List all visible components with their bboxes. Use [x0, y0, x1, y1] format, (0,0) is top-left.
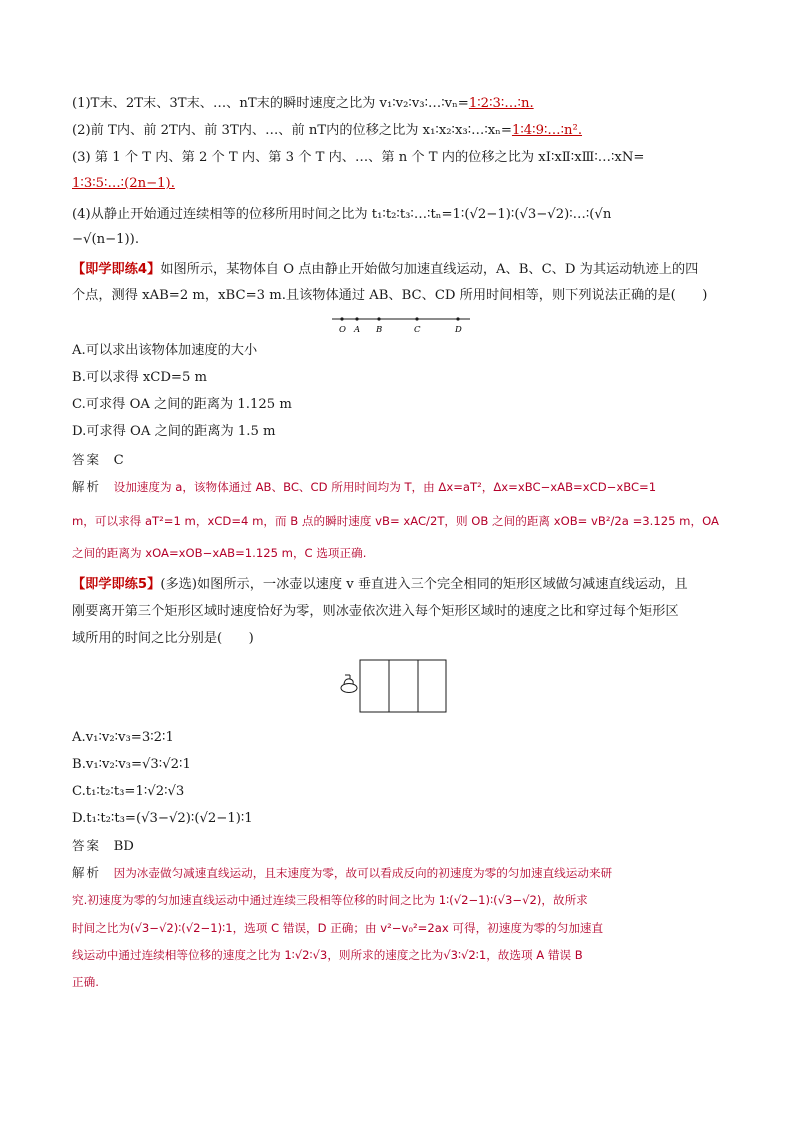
q5-analysis-label: 解析 — [72, 865, 102, 880]
property-2-text: (2)前 T内、前 2T内、前 3T内、…、前 nT内的位移之比为 x₁∶x₂∶x₃∶…∶xₙ= — [72, 123, 512, 138]
q4-analysis-2: m，可以求得 aT²=1 m，xCD=4 m，而 B 点的瞬时速度 vB= xAC/2T，则 OB 之间的距离 xOB= vB²/2a =3.125 m，OA — [72, 514, 719, 528]
q4-option-a: A.可以求出该物体加速度的大小 — [72, 343, 258, 358]
q4-analysis-3: 之间的距离为 xOA=xOB−xAB=1.125 m，C 选项正确. — [72, 546, 367, 560]
q4-stem — [72, 262, 722, 278]
property-3-text: (3) 第 1 个 T 内、第 2 个 T 内、第 3 个 T 内、…、第 n 个 T 内的位移之比为 xⅠ∶xⅡ∶xⅢ∶…∶xN= — [72, 150, 645, 165]
q5-option-d: D.t₁∶t₂∶t₃=(√3−√2)∶(√2−1)∶1 — [72, 811, 253, 826]
q5-analysis-4: 线运动中通过连续相等位移的速度之比为 1∶√2∶√3，则所求的速度之比为√3∶√2∶1，故选项 A 错误 B — [72, 948, 583, 962]
property-1-answer: 1∶2∶3∶…∶n. — [468, 96, 534, 111]
q5-stem-2: 刚要离开第三个矩形区域时速度恰好为零，则冰壶依次进入每个矩形区域时的速度之比和穿过每个矩形区 — [72, 604, 679, 619]
q4-label: 【即学即练4】 — [72, 262, 161, 277]
q5-analysis-1 — [72, 865, 722, 882]
point-b-dot — [377, 317, 380, 320]
property-3-answer: 1∶3∶5∶…∶(2n−1). — [72, 176, 175, 191]
q4-analysis-text-1: 设加速度为 a，该物体通过 AB、BC、CD 所用时间均为 T，由 Δx=aT²，Δx=xBC−xAB=xCD−xBC=1 — [113, 480, 657, 494]
q4-stem-line2: 个点，测得 xAB=2 m，xBC=3 m.且该物体通过 AB、BC、CD 所用时间相等，则下列说法正确的是( ) — [72, 288, 708, 303]
q4-line-diagram — [330, 312, 475, 336]
q5-label: 【即学即练5】 — [72, 577, 161, 592]
q5-analysis-3: 时间之比为(√3−√2)∶(√2−1)∶1，选项 C 错误，D 正确；由 v²−v₀²=2ax 可得，初速度为零的匀加速直 — [72, 921, 604, 935]
property-3 — [72, 150, 722, 166]
point-b-label: B — [376, 325, 383, 335]
property-4-cont — [72, 232, 722, 248]
point-d-label: D — [455, 325, 462, 335]
q4-analysis-label: 解析 — [72, 479, 102, 494]
point-o-label: O — [339, 325, 346, 335]
q5-option-c: C.t₁∶t₂∶t₃=1∶√2∶√3 — [72, 784, 185, 799]
q4-option-c: C.可求得 OA 之间的距离为 1.125 m — [72, 397, 292, 412]
point-a-label: A — [354, 325, 361, 335]
q4-answer-label: 答案 — [72, 452, 102, 467]
property-1-text: (1)T末、2T末、3T末、…、nT末的瞬时速度之比为 v₁∶v₂∶v₃∶…∶vₙ= — [72, 96, 469, 111]
point-c-dot — [415, 317, 418, 320]
q5-analysis-text-1: 因为冰壶做匀减速直线运动，且末速度为零，故可以看成反向的初速度为零的匀加速直线运动来研 — [113, 866, 613, 880]
point-o-dot — [340, 317, 343, 320]
q4-stem-line1: 如图所示，某物体自 O 点由静止开始做匀加速直线运动，A、B、C、D 为其运动轨迹上的四 — [160, 262, 699, 277]
q5-answer — [72, 838, 722, 855]
q5-option-a: A.v₁∶v₂∶v₃=3∶2∶1 — [72, 730, 174, 745]
q4-analysis-1 — [72, 479, 722, 496]
point-d-dot — [456, 317, 459, 320]
property-4 — [72, 207, 722, 223]
q4-option-d: D.可求得 OA 之间的距离为 1.5 m — [72, 424, 276, 439]
property-4-text-cont: −√(n−1)). — [72, 232, 140, 247]
q5-stem — [72, 577, 722, 593]
q4-answer — [72, 452, 722, 469]
q4-stem-2 — [72, 288, 722, 304]
point-a-dot — [355, 317, 358, 320]
q5-analysis-2: 究.初速度为零的匀加速直线运动中通过连续三段相等位移的时间之比为 1∶(√2−1)∶(√3−√2)，故所求 — [72, 893, 588, 907]
curling-stone-icon — [341, 675, 357, 693]
q5-stem-line1: (多选)如图所示，一冰壶以速度 v 垂直进入三个完全相同的矩形区域做匀减速直线运动，且 — [160, 577, 688, 592]
q5-answer-label: 答案 — [72, 838, 102, 853]
q4-option-b: B.可以求得 xCD=5 m — [72, 370, 208, 385]
q5-ice-rink-diagram — [338, 658, 450, 716]
q5-analysis-5: 正确. — [72, 975, 99, 989]
q5-answer-value: BD — [113, 839, 134, 854]
property-1 — [72, 96, 722, 112]
property-2-answer: 1∶4∶9∶…∶n². — [511, 123, 583, 138]
q5-stem-3: 域所用的时间之比分别是( ) — [72, 631, 254, 646]
rectangle-regions — [360, 660, 446, 712]
point-c-label: C — [414, 325, 421, 335]
property-2 — [72, 123, 722, 139]
property-3-answer-line — [72, 176, 722, 192]
property-4-text: (4)从静止开始通过连续相等的位移所用时间之比为 t₁∶t₂∶t₃∶…∶tₙ=1∶(√2−1)∶(√3−√2)∶…∶(√n — [72, 207, 612, 222]
q5-option-b: B.v₁∶v₂∶v₃=√3∶√2∶1 — [72, 757, 191, 772]
q4-answer-value: C — [113, 453, 124, 468]
